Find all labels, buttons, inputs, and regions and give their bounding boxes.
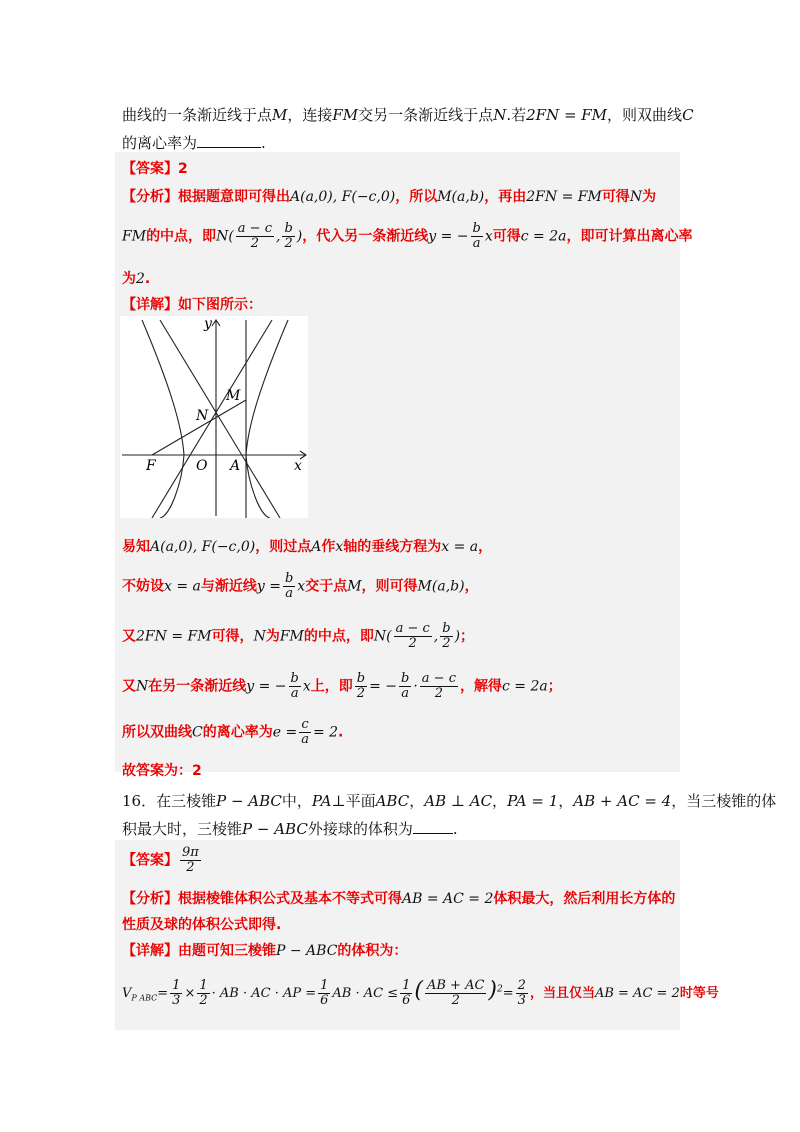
- answer-16: 【答案】 $\frac{9\pi}{2}$: [122, 845, 199, 875]
- vector-condition: 2FN = FM: [526, 106, 608, 124]
- problem-16-line-2: 积最大时，三棱锥P − ABC外接球的体积为 .: [122, 820, 458, 838]
- label-O: O: [196, 458, 208, 474]
- fraction: $\frac{a - c}{2}$: [421, 671, 456, 701]
- answer-blank: [413, 833, 453, 834]
- analysis-16-line-1: 【分析】根据棱锥体积公式及基本不等式可得AB = AC = 2体积最大，然后利用长方体的: [122, 891, 676, 907]
- detail-15-row-4: 又N在另一条渐近线y = − $\frac{b}{a}$ x上，即 $\frac{b}{2}$ = − $\frac{b}{a}$ · $\frac{a - c}{2}$ ，解得c = 2a；: [122, 671, 562, 701]
- label-A: A: [230, 458, 241, 474]
- fraction: $\frac{a - c}{2}$: [395, 621, 430, 651]
- fraction: $\frac{1}{3}$: [172, 978, 181, 1008]
- problem-16-line-1: 16．在三棱锥P − ABC中，PA⊥平面ABC，AB ⊥ AC，PA = 1，AB + AC = 4，当三棱锥的体: [122, 792, 777, 810]
- hyperbola-right-branch: [246, 320, 288, 518]
- detail-15-intro: 【详解】如下图所示：: [122, 297, 262, 313]
- label-N: N: [196, 408, 209, 424]
- detail-15-row-1: 易知A(a,0), F(−c,0)，则过点A作x轴的垂线方程为x = a，: [122, 539, 493, 555]
- problem-15-line-2: 的离心率为 .: [122, 134, 266, 152]
- hyperbola-diagram: [120, 316, 308, 518]
- analysis-15-line-2: FM的中点，即N( $\frac{a - c}{2}$ , $\frac{b}{2}$ )，代入另一条渐近线y = − $\frac{b}{a}$ x可得c = 2a，即可计算出离心率: [122, 221, 693, 251]
- fraction: $\frac{b}{a}$: [284, 571, 294, 601]
- asymptote-2: [152, 320, 272, 518]
- problem-15-line-1: 曲线的一条渐近线于点M，连接FM交另一条渐近线于点N.若2FN = FM，则双曲线C: [122, 106, 694, 124]
- analysis-16-line-2: 性质及球的体积公式即得.: [122, 917, 282, 933]
- final-answer-15: 故答案为：2: [122, 763, 202, 779]
- detail-16-intro: 【详解】由题可知三棱锥P − ABC的体积为：: [122, 943, 408, 959]
- fraction: $\frac{a - c}{2}$: [237, 221, 272, 251]
- fraction: $\frac{b}{a}$: [472, 221, 481, 251]
- hyperbola-figure: [120, 316, 308, 518]
- label-F: F: [146, 458, 156, 474]
- fraction: $\frac{1}{2}$: [199, 978, 208, 1008]
- detail-15-row-5: 所以双曲线C的离心率为e = $\frac{c}{a}$ = 2.: [122, 717, 344, 747]
- fraction: $\frac{9\pi}{2}$: [182, 845, 199, 875]
- fraction: $\frac{c}{a}$: [301, 717, 309, 747]
- fraction: $\frac{1}{6}$: [320, 978, 329, 1008]
- fraction: $\frac{2}{3}$: [517, 978, 526, 1008]
- label-M: M: [226, 388, 241, 404]
- analysis-15-line-3: 为2.: [122, 271, 151, 287]
- fraction: $\frac{b}{a}$: [401, 671, 410, 701]
- label-x: x: [294, 458, 302, 474]
- fraction: $\frac{1}{6}$: [402, 978, 411, 1008]
- fraction: $\frac{b}{2}$: [356, 671, 366, 701]
- label-y: y: [204, 316, 212, 332]
- detail-15-row-2: 不妨设x = a与渐近线y = $\frac{b}{a}$ x交于点M，则可得M(a,b)，: [122, 571, 479, 601]
- answer-blank: [197, 147, 261, 148]
- fraction: $\frac{b}{2}$: [284, 221, 293, 251]
- fraction: $\frac{b}{2}$: [442, 621, 451, 651]
- analysis-15-line-1: 【分析】根据题意即可得出A(a,0), F(−c,0)，所以M(a,b)，再由2FN = FM可得N为: [122, 189, 657, 205]
- fraction: $\frac{b}{a}$: [290, 671, 299, 701]
- detail-16-formula: $V_{P ABC}=$ $\frac{1}{3}$ × $\frac{1}{2}$ · AB · AC · AP = $\frac{1}{6}$ AB · AC ≤ $\frac{1}{6}$ ( $\frac{AB + AC}{2}$ )$^2$= $\frac{2}{3}$ ，当且仅当AB = AC = 2时等号: [122, 978, 719, 1008]
- fraction: $\frac{AB + AC}{2}$: [426, 978, 485, 1008]
- answer-15: 【答案】2: [122, 161, 188, 177]
- detail-15-row-3: 又2FN = FM可得，N为FM的中点，即N( $\frac{a - c}{2}$ , $\frac{b}{2}$ )；: [122, 621, 475, 651]
